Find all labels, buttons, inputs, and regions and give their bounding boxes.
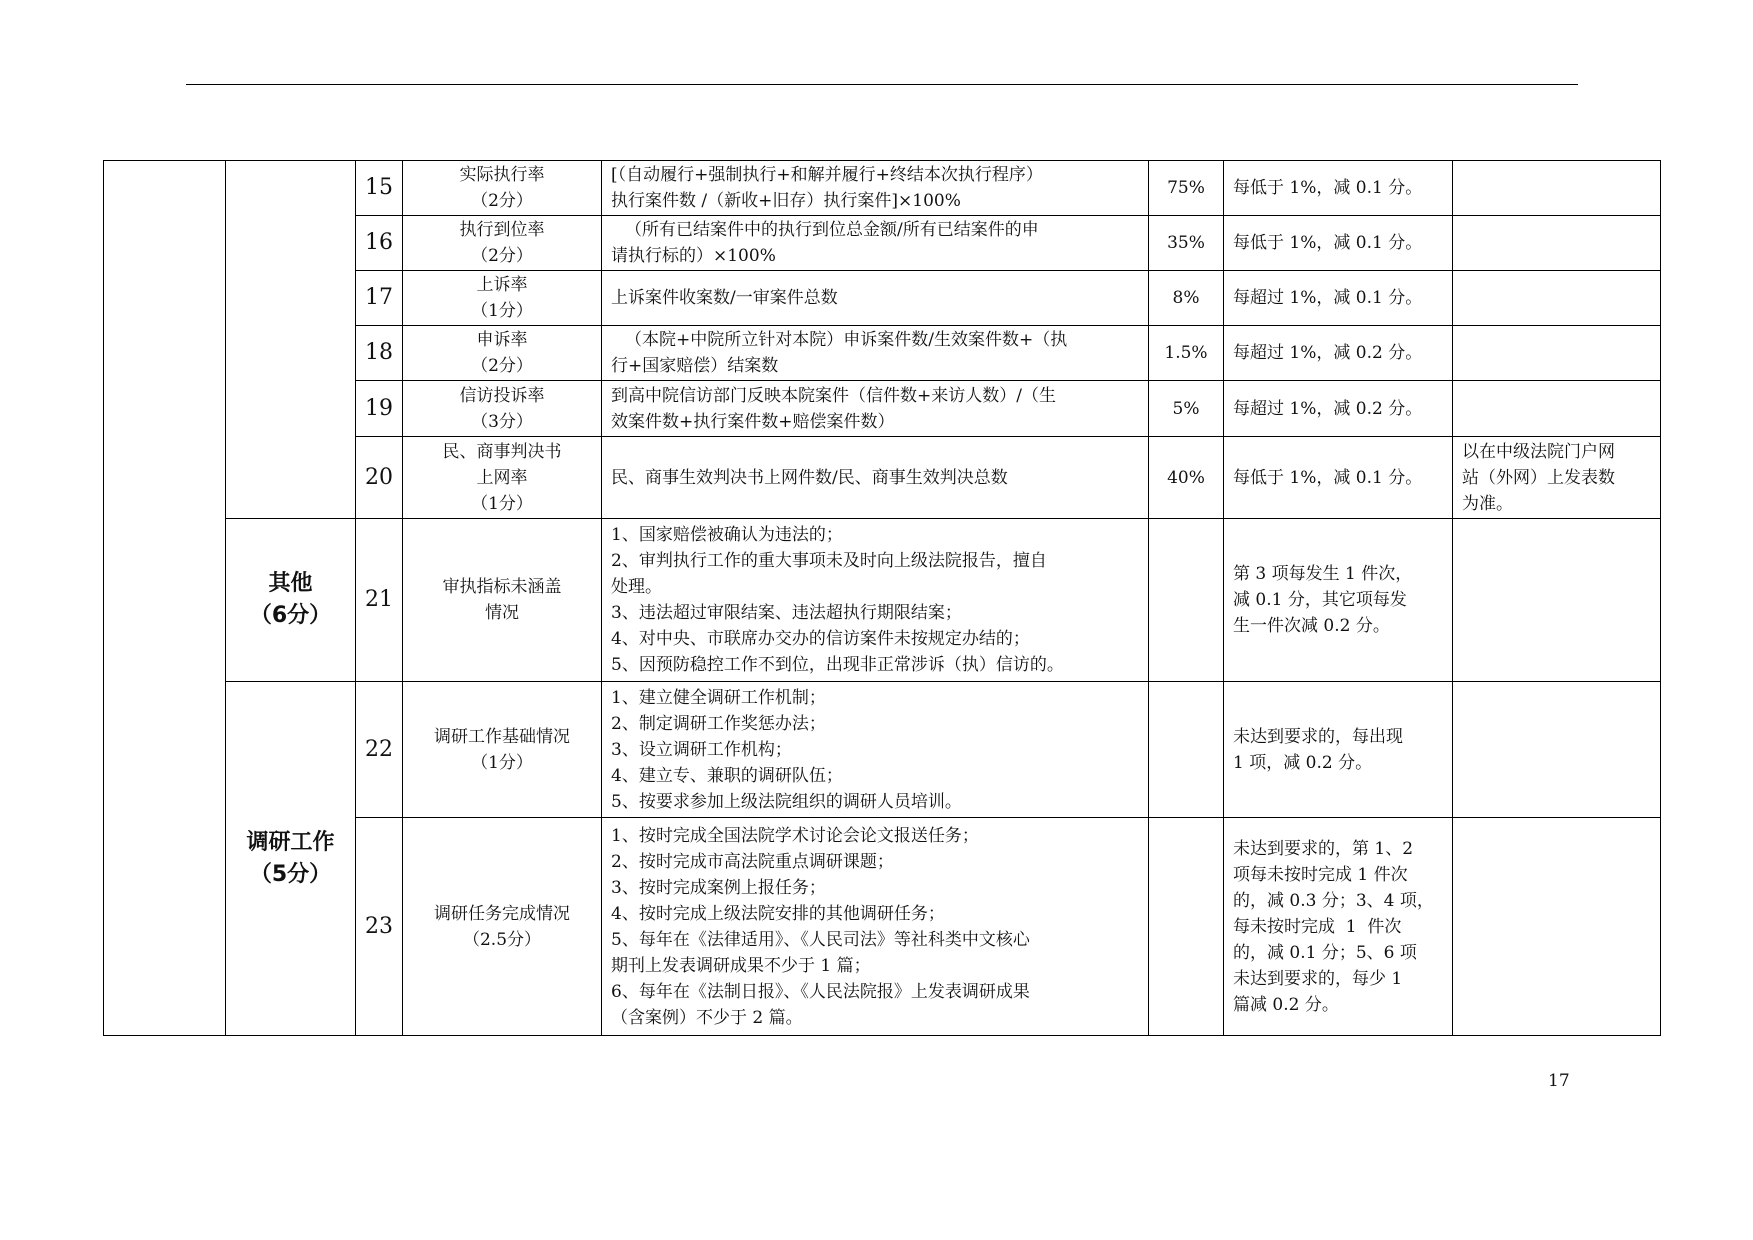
item-number: 22 xyxy=(356,682,403,818)
scoring-table xyxy=(103,160,1661,1036)
item-name: 执行到位率 （2分） xyxy=(403,216,602,271)
standard-value xyxy=(1149,519,1224,682)
note-cell xyxy=(1453,818,1661,1036)
item-number: 23 xyxy=(356,818,403,1036)
item-number: 20 xyxy=(356,437,403,519)
deduction-cell: 每低于 1%，减 0.1 分。 xyxy=(1224,437,1453,519)
item-name: 审执指标未涵盖 情况 xyxy=(403,519,602,682)
item-name: 民、商事判决书 上网率 （1分） xyxy=(403,437,602,519)
item-name: 信访投诉率 （3分） xyxy=(403,381,602,437)
item-number: 15 xyxy=(356,161,403,216)
item-number: 18 xyxy=(356,326,403,381)
note-cell xyxy=(1453,271,1661,326)
note-cell xyxy=(1453,161,1661,216)
note-cell xyxy=(1453,216,1661,271)
formula-cell: 1、国家赔偿被确认为违法的； 2、审判执行工作的重大事项未及时向上级法院报告，擅自 处理。 3、违法超过审限结案、违法超执行期限结案； 4、对中央、市联席办交办的信访案件未按规定办结的； 5、因预防稳控工作不到位，出现非正常涉诉（执）信访的。 xyxy=(602,519,1149,682)
group-label-research: 调研工作 （5分） xyxy=(226,682,356,1036)
note-cell xyxy=(1453,326,1661,381)
formula-cell: 1、建立健全调研工作机制； 2、制定调研工作奖惩办法； 3、设立调研工作机构； 4、建立专、兼职的调研队伍； 5、按要求参加上级法院组织的调研人员培训。 xyxy=(602,682,1149,818)
item-number: 17 xyxy=(356,271,403,326)
group-label-other: 其他 （6分） xyxy=(226,519,356,682)
deduction-cell: 第 3 项每发生 1 件次， 减 0.1 分，其它项每发 生一件次减 0.2 分。 xyxy=(1224,519,1453,682)
table-row xyxy=(104,519,1661,682)
standard-value xyxy=(1149,818,1224,1036)
item-number: 16 xyxy=(356,216,403,271)
note-cell xyxy=(1453,519,1661,682)
item-name: 调研任务完成情况 （2.5分） xyxy=(403,818,602,1036)
formula-cell: （所有已结案件中的执行到位总金额/所有已结案件的申 请执行标的）×100% xyxy=(602,216,1149,271)
item-name: 上诉率 （1分） xyxy=(403,271,602,326)
item-number: 19 xyxy=(356,381,403,437)
deduction-cell: 每超过 1%，减 0.2 分。 xyxy=(1224,326,1453,381)
standard-value: 40% xyxy=(1149,437,1224,519)
standard-value: 75% xyxy=(1149,161,1224,216)
standard-value: 8% xyxy=(1149,271,1224,326)
group-cell xyxy=(226,161,356,519)
item-number: 21 xyxy=(356,519,403,682)
table-row xyxy=(104,682,1661,818)
deduction-cell: 每低于 1%，减 0.1 分。 xyxy=(1224,216,1453,271)
formula-cell: 民、商事生效判决书上网件数/民、商事生效判决总数 xyxy=(602,437,1149,519)
standard-value xyxy=(1149,682,1224,818)
deduction-cell: 未达到要求的，每出现 1 项，减 0.2 分。 xyxy=(1224,682,1453,818)
item-name: 调研工作基础情况 （1分） xyxy=(403,682,602,818)
category-cell xyxy=(104,161,226,1036)
standard-value: 35% xyxy=(1149,216,1224,271)
deduction-cell: 每超过 1%，减 0.2 分。 xyxy=(1224,381,1453,437)
deduction-cell: 每超过 1%，减 0.1 分。 xyxy=(1224,271,1453,326)
standard-value: 5% xyxy=(1149,381,1224,437)
table-row xyxy=(104,161,1661,216)
deduction-cell: 未达到要求的，第 1、2 项每未按时完成 1 件次 的，减 0.3 分；3、4 项， 每未按时完成 1 件次 的，减 0.1 分；5、6 项 未达到要求的，每少 1 篇减 0.2 分。 xyxy=(1224,818,1453,1036)
note-cell: 以在中级法院门户网 站（外网）上发表数 为准。 xyxy=(1453,437,1661,519)
page-number: 17 xyxy=(1548,1071,1570,1091)
item-name: 申诉率 （2分） xyxy=(403,326,602,381)
formula-cell: 上诉案件收案数/一审案件总数 xyxy=(602,271,1149,326)
item-name: 实际执行率 （2分） xyxy=(403,161,602,216)
formula-cell: [（自动履行+强制执行+和解并履行+终结本次执行程序） 执行案件数 /（新收+旧存）执行案件]×100% xyxy=(602,161,1149,216)
note-cell xyxy=(1453,682,1661,818)
formula-cell: 到高中院信访部门反映本院案件（信件数+来访人数）/（生 效案件数+执行案件数+赔偿案件数） xyxy=(602,381,1149,437)
header-rule xyxy=(186,84,1578,85)
formula-cell: 1、按时完成全国法院学术讨论会论文报送任务； 2、按时完成市高法院重点调研课题； 3、按时完成案例上报任务； 4、按时完成上级法院安排的其他调研任务； 5、每年在《法律适用》、《人民司法》等社科类中文核心 期刊上发表调研成果不少于 1 篇； 6、每年在《法制日报》、《人民法院报》上发表调研成果 （含案例）不少于 2 篇。 xyxy=(602,818,1149,1036)
note-cell xyxy=(1453,381,1661,437)
formula-cell: （本院+中院所立针对本院）申诉案件数/生效案件数+（执 行+国家赔偿）结案数 xyxy=(602,326,1149,381)
standard-value: 1.5% xyxy=(1149,326,1224,381)
deduction-cell: 每低于 1%，减 0.1 分。 xyxy=(1224,161,1453,216)
